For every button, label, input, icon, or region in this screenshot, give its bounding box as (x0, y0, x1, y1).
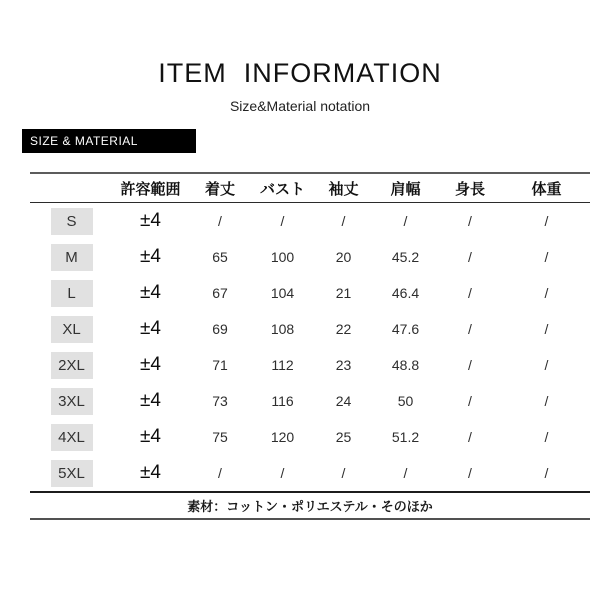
table-row-m (30, 239, 590, 275)
sleeve-value: / (341, 213, 346, 229)
length-value: 69 (212, 321, 228, 337)
length-value: 71 (212, 357, 228, 373)
shoulder-value: 48.8 (391, 357, 420, 373)
length-value: 65 (212, 249, 228, 265)
size-table (30, 172, 590, 520)
page-title: ITEM INFORMATION (158, 58, 442, 88)
bust-value: 112 (271, 357, 294, 373)
weight-value: / (544, 393, 549, 409)
height-value: / (468, 213, 472, 229)
shoulder-value: 46.4 (391, 285, 420, 301)
tolerance-value: ±4 (140, 390, 161, 411)
header-sleeve: 袖丈 (328, 180, 359, 198)
shoulder-value: 50 (397, 393, 414, 409)
bust-value: 104 (270, 285, 295, 301)
table-row-xl (30, 311, 590, 347)
size-material-banner (22, 129, 196, 153)
bust-value: 120 (270, 429, 295, 445)
size-table-header-row (30, 172, 590, 203)
table-row-3xl (30, 383, 590, 419)
sleeve-value: 23 (335, 357, 352, 373)
weight-value: / (544, 249, 549, 265)
bust-value: / (280, 213, 285, 229)
table-row-4xl (30, 419, 590, 455)
tolerance-value: ±4 (140, 282, 161, 303)
height-value: / (468, 321, 472, 337)
header-weight: 体重 (531, 180, 562, 198)
tolerance-value: ±4 (140, 210, 161, 231)
table-row-s (30, 203, 590, 239)
weight-value: / (544, 429, 549, 445)
shoulder-value: / (403, 213, 408, 229)
material-note-text: 素材：コットン・ポリエステル・そのほか (187, 499, 433, 514)
height-value: / (468, 249, 472, 265)
shoulder-value: 51.2 (391, 429, 420, 445)
header-tolerance: 許容範囲 (120, 180, 181, 198)
length-value: 67 (212, 285, 228, 301)
weight-value: / (544, 465, 549, 481)
sleeve-value: 22 (335, 321, 352, 337)
tolerance-value: ±4 (140, 318, 161, 339)
sleeve-value: 21 (335, 285, 352, 301)
tolerance-value: ±4 (140, 462, 161, 483)
height-value: / (468, 429, 472, 445)
tolerance-value: ±4 (140, 246, 161, 267)
size-badge: L (51, 280, 93, 307)
length-value: / (218, 213, 222, 229)
weight-value: / (544, 213, 549, 229)
table-row-l (30, 275, 590, 311)
sleeve-value: 20 (335, 249, 352, 265)
height-value: / (468, 393, 472, 409)
length-value: / (218, 465, 222, 481)
size-badge: 2XL (51, 352, 93, 379)
length-value: 75 (212, 429, 228, 445)
size-material-banner-label: SIZE & MATERIAL (30, 134, 138, 148)
header-bust: バスト (259, 180, 305, 198)
tolerance-value: ±4 (140, 426, 161, 447)
weight-value: / (544, 321, 549, 337)
size-badge: 5XL (51, 460, 93, 487)
size-badge: S (51, 208, 93, 235)
size-badge: 3XL (51, 388, 93, 415)
material-note (30, 491, 590, 520)
height-value: / (468, 357, 472, 373)
shoulder-value: 45.2 (391, 249, 420, 265)
table-row-2xl (30, 347, 590, 383)
size-badge: M (51, 244, 93, 271)
length-value: 73 (212, 393, 228, 409)
size-badge: 4XL (51, 424, 93, 451)
header-height: 身長 (454, 180, 485, 198)
table-row-5xl (30, 455, 590, 491)
header-shoulder: 肩幅 (390, 180, 421, 198)
bust-value: 116 (271, 393, 294, 409)
header-length: 着丈 (204, 180, 235, 198)
bust-value: / (280, 465, 285, 481)
weight-value: / (544, 285, 549, 301)
height-value: / (468, 285, 472, 301)
height-value: / (468, 465, 472, 481)
sleeve-value: 24 (335, 393, 352, 409)
sleeve-value: / (341, 465, 346, 481)
shoulder-value: / (403, 465, 408, 481)
weight-value: / (544, 357, 549, 373)
tolerance-value: ±4 (140, 354, 161, 375)
size-badge: XL (51, 316, 93, 343)
bust-value: 100 (270, 249, 295, 265)
page-subtitle: Size&Material notation (229, 98, 371, 114)
shoulder-value: 47.6 (391, 321, 420, 337)
bust-value: 108 (270, 321, 295, 337)
sleeve-value: 25 (335, 429, 352, 445)
